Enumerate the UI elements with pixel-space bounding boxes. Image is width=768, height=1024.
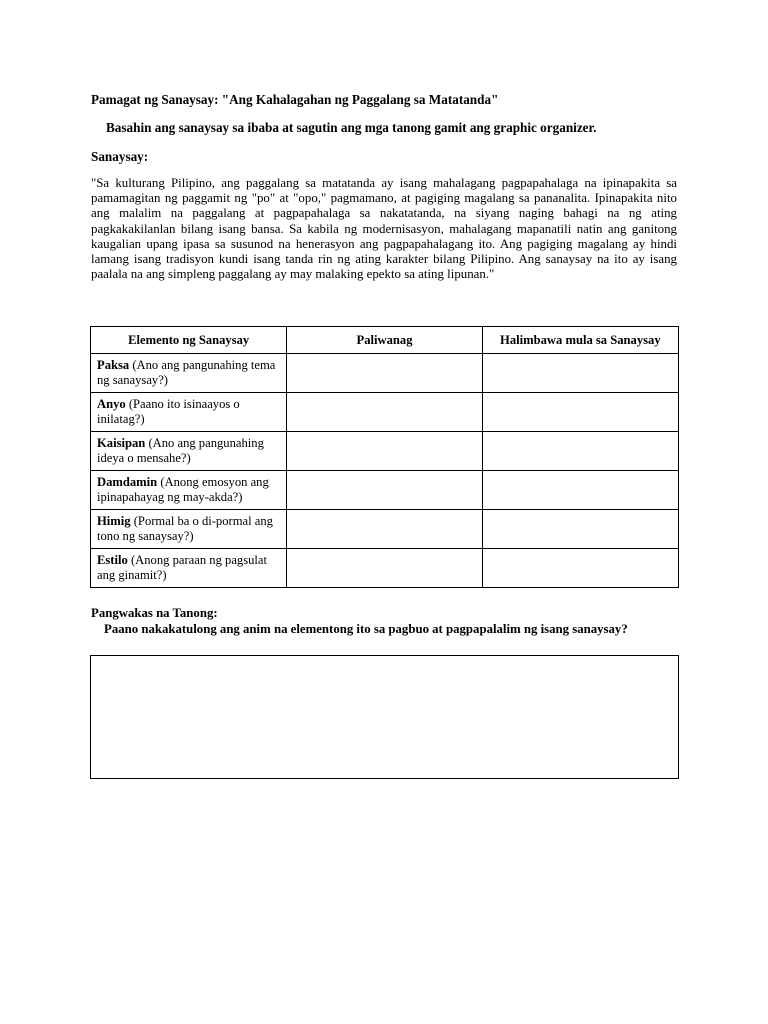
element-term: Kaisipan xyxy=(97,436,146,450)
paliwanag-answer-cell[interactable] xyxy=(287,432,482,471)
element-term: Anyo xyxy=(97,397,126,411)
element-term: Paksa xyxy=(97,358,130,372)
halimbawa-answer-cell[interactable] xyxy=(482,549,678,588)
document-title: Pamagat ng Sanaysay: "Ang Kahalagahan ng Paggalang sa Matatanda" xyxy=(91,92,499,107)
halimbawa-answer-cell[interactable] xyxy=(482,510,678,549)
essay-body: "Sa kulturang Pilipino, ang paggalang sa matatanda ay isang mahalagang pagpapahalaga na ipinapakita sa pamamagitan ng paggamit ng "po" at "opo," pagmamano, at pagiging magalang sa pananalita. Ipinapakita nito ang malalim na paggalang at pagpapahalaga sa nakatatanda, na siyang naging bahagi na ng ating pagkakakilanlan bilang isang bansa. Sa kabila ng modernisasyon, mahalagang mapanatili natin ang ganitong kaugalian upang ipasa sa susunod na henerasyon ang pagpapahalagang ito. Ang pagiging magalang ay hindi lamang isang tradisyon kundi isang tanda rin ng ating karakter bilang Pilipino. Ang sanaysay na ito ay isang paalala na ang simpleng paggalang ay may malaking epekto sa ating lipunan." xyxy=(91,176,677,282)
paliwanag-answer-cell[interactable] xyxy=(287,549,482,588)
element-description: (Ano ang pangunahing ideya o mensahe?) xyxy=(97,436,264,465)
element-description: (Anong emosyon ang ipinapahayag ng may-akda?) xyxy=(97,475,269,504)
halimbawa-answer-cell[interactable] xyxy=(482,471,678,510)
table-row xyxy=(91,510,679,549)
instruction-text: Basahin ang sanaysay sa ibaba at sagutin ang mga tanong gamit ang graphic organizer. xyxy=(106,120,597,135)
table-header-row xyxy=(91,327,679,354)
element-term: Estilo xyxy=(97,553,128,567)
halimbawa-answer-cell[interactable] xyxy=(482,393,678,432)
paliwanag-answer-cell[interactable] xyxy=(287,354,482,393)
element-cell-estilo xyxy=(91,549,287,588)
element-cell-kaisipan xyxy=(91,432,287,471)
element-description: (Pormal ba o di-pormal ang tono ng sanaysay?) xyxy=(97,514,273,543)
essay-label: Sanaysay: xyxy=(91,149,149,164)
closing-question: Paano nakakatulong ang anim na elementong ito sa pagbuo at pagpapalalim ng isang sanaysay? xyxy=(104,622,628,636)
element-cell-paksa xyxy=(91,354,287,393)
header-halimbawa: Halimbawa mula sa Sanaysay xyxy=(482,327,678,354)
closing-question-label: Pangwakas na Tanong: xyxy=(91,606,218,620)
table-row xyxy=(91,549,679,588)
paliwanag-answer-cell[interactable] xyxy=(287,393,482,432)
element-description: (Ano ang pangunahing tema ng sanaysay?) xyxy=(97,358,276,387)
element-cell-damdamin xyxy=(91,471,287,510)
table-row xyxy=(91,471,679,510)
halimbawa-answer-cell[interactable] xyxy=(482,432,678,471)
paliwanag-answer-cell[interactable] xyxy=(287,471,482,510)
element-cell-himig xyxy=(91,510,287,549)
header-elemento: Elemento ng Sanaysay xyxy=(91,327,287,354)
paliwanag-answer-cell[interactable] xyxy=(287,510,482,549)
element-description: (Anong paraan ng pagsulat ang ginamit?) xyxy=(97,553,267,582)
element-cell-anyo xyxy=(91,393,287,432)
table-row xyxy=(91,393,679,432)
halimbawa-answer-cell[interactable] xyxy=(482,354,678,393)
table-row xyxy=(91,354,679,393)
answer-box[interactable] xyxy=(90,655,679,779)
element-term: Himig xyxy=(97,514,131,528)
header-paliwanag: Paliwanag xyxy=(287,327,482,354)
graphic-organizer-table xyxy=(90,326,679,588)
element-description: (Paano ito isinaayos o inilatag?) xyxy=(97,397,240,426)
element-term: Damdamin xyxy=(97,475,158,489)
table-row xyxy=(91,432,679,471)
